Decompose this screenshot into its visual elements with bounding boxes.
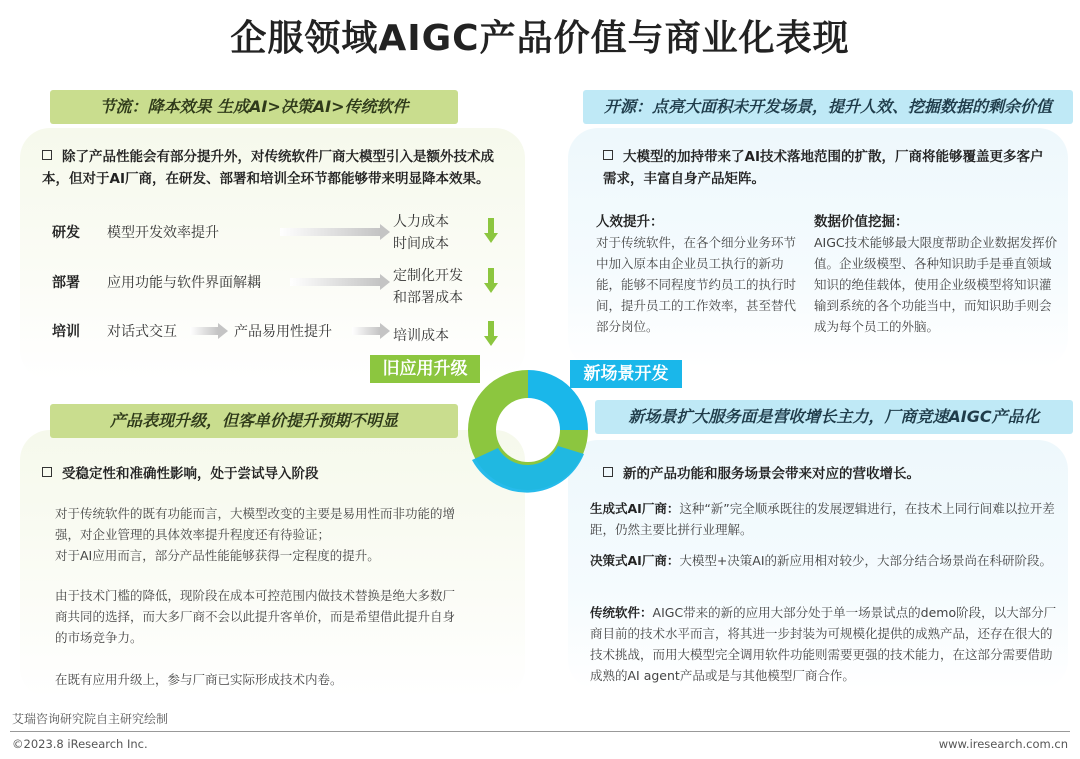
data-value-text: AIGC技术能够最大限度帮助企业数据发挥价值。企业级模型、各种知识助手是垂直领域知识的绝佳载体，使用企业级模型将知识灌输到系统的各个功能当中，而知识助手则会成为每个员工的外脑。 <box>814 235 1058 334</box>
old-app-upgrade-label: 旧应用升级 <box>370 355 480 383</box>
upgrade-paragraph-3: 在既有应用升级上，参与厂商已实际形成技术内卷。 <box>55 672 343 687</box>
arrow-right-icon <box>290 278 380 286</box>
efficiency-heading: 人效提升： <box>596 214 664 230</box>
row-result-deploy: 定制化开发 和部署成本 <box>393 268 463 306</box>
row-result-training: 培训成本 <box>393 328 449 344</box>
efficiency-text: 对于传统软件，在各个细分业务环节中加入原本由企业员工执行的新功能，能够不同程度节约员工的执行时间，提升员工的工作效率，甚至替代部分岗位。 <box>596 235 797 334</box>
revenue-source-banner: 开源：点亮大面积未开发场景，提升人效、挖掘数据的剩余价值 <box>583 90 1073 124</box>
ring-blue-lower-arc <box>472 446 584 493</box>
upgrade-banner: 产品表现升级，但客单价提升预期不明显 <box>50 404 458 438</box>
new-scenario-item-decision-ai: 决策式AI厂商：大模型+决策AI的新应用相对较少，大部分结合场景尚在科研阶段。 <box>590 553 1053 568</box>
checkbox-square-icon <box>42 467 52 477</box>
cost-saving-banner: 节流：降本效果 生成AI>决策AI>传统软件 <box>50 90 458 124</box>
page-title: 企服领域AIGC产品价值与商业化表现 <box>230 18 850 59</box>
copyright: ©2023.8 iResearch Inc. <box>12 737 148 751</box>
down-arrow-icon <box>484 218 498 244</box>
source-note: 艾瑞咨询研究院自主研究绘制 <box>12 712 169 726</box>
row-label-training: 培训 <box>52 324 80 340</box>
upgrade-bullet: 受稳定性和准确性影响，处于尝试导入阶段 <box>42 463 502 485</box>
arrow-right-icon <box>190 327 218 335</box>
row-label-rd: 研发 <box>52 225 80 241</box>
revenue-source-bullet: 大模型的加持带来了AI技术落地范围的扩散，厂商将能够覆盖更多客户需求，丰富自身产品矩阵。 <box>603 149 1044 187</box>
footer-divider <box>10 731 1070 732</box>
cost-saving-bullet: 除了产品性能会有部分提升外，对传统软件厂商大模型引入是额外技术成本，但对于AI厂商，在研发、部署和培训全环节都能够带来明显降本效果。 <box>42 149 494 187</box>
data-value-heading: 数据价值挖掘： <box>814 214 909 230</box>
new-scenario-item-traditional: 传统软件：AIGC带来的新的应用大部分处于单一场景试点的demo阶段，以大部分厂商目前的技术水平而言，将其进一步封装为可规模化提供的成熟产品，还存在很大的技术挑战，而用大模型完全调用软件功能则需要更强的技术能力，在这部分需要借助成熟的AI agent产品或是与其他模型厂商合作。 <box>590 605 1057 683</box>
row-text-deploy: 应用功能与软件界面解耦 <box>107 275 261 291</box>
new-scenario-banner: 新场景扩大服务面是营收增长主力，厂商竞速AIGC产品化 <box>595 400 1073 434</box>
row-mid-training: 产品易用性提升 <box>234 324 332 340</box>
checkbox-square-icon <box>42 150 52 160</box>
upgrade-paragraph-1: 对于传统软件的既有功能而言，大模型改变的主要是易用性而非功能的增强，对企业管理的具体效率提升程度还有待验证； 对于AI应用而言，部分产品性能能够获得一定程度的提升。 <box>55 506 456 563</box>
row-result-rd: 人力成本 时间成本 <box>393 214 449 252</box>
row-text-training: 对话式交互 <box>107 324 177 340</box>
arrow-right-icon <box>352 327 380 335</box>
down-arrow-icon <box>484 321 498 347</box>
checkbox-square-icon <box>603 150 613 160</box>
website-link[interactable]: www.iresearch.com.cn <box>938 737 1068 751</box>
new-scenario-bullet: 新的产品功能和服务场景会带来对应的营收增长。 <box>603 463 1053 485</box>
upgrade-paragraph-2: 由于技术门槛的降低，现阶段在成本可控范围内做技术替换是绝大多数厂商共同的选择，而大多厂商不会以此提升客单价，而是希望借此提升自身的市场竞争力。 <box>55 588 456 645</box>
new-scenario-label: 新场景开发 <box>570 360 682 388</box>
arrow-right-icon <box>280 228 380 236</box>
row-label-deploy: 部署 <box>52 275 80 291</box>
row-text-rd: 模型开发效率提升 <box>107 225 219 241</box>
new-scenario-item-genai: 生成式AI厂商：这种“新”完全顺承既往的发展逻辑进行，在技术上同行间难以拉开差距，仍然主要比拼行业理解。 <box>590 501 1055 537</box>
down-arrow-icon <box>484 268 498 294</box>
